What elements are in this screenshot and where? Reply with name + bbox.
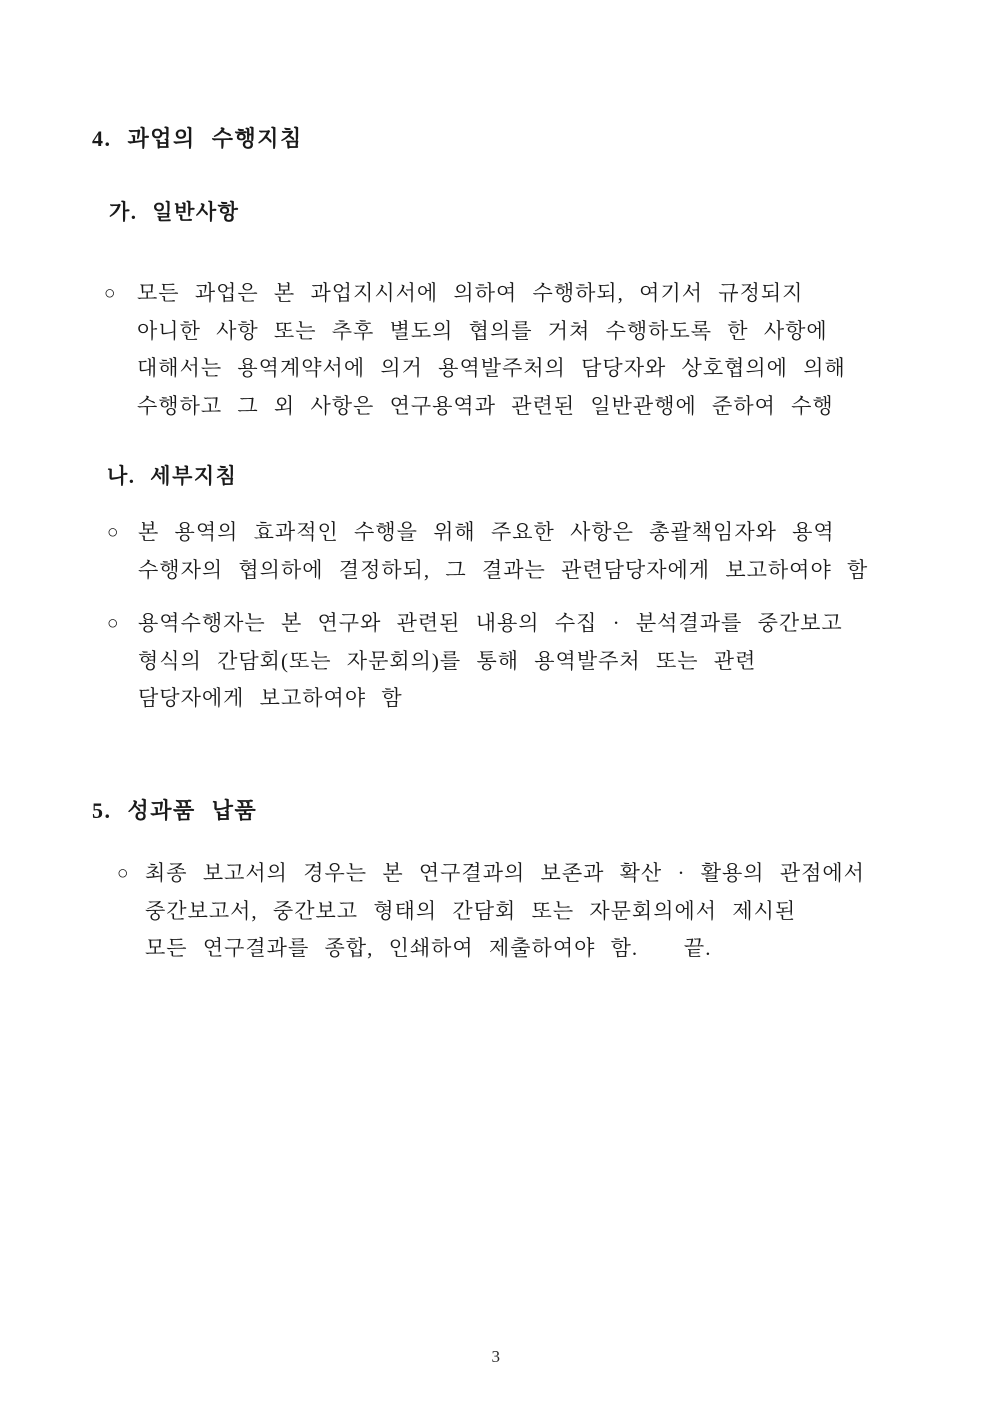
body-line: 용역수행자는 본 연구와 관련된 내용의 수집 · 분석결과를 중간보고 [138, 611, 843, 635]
bullet-item [107, 514, 907, 589]
body-line: 아니한 사항 또는 추후 별도의 협의를 거쳐 수행하도록 한 사항에 [137, 318, 828, 343]
circle-bullet-marker: ○ [107, 522, 120, 543]
page-number: 3 [491, 1347, 501, 1366]
body-line: 본 용역의 효과적인 수행을 위해 주요한 사항은 총괄책임자와 용역 [138, 520, 835, 544]
subsection-ga-heading: 가. 일반사항 [109, 200, 240, 224]
body-line: 모든 연구결과를 종합, 인쇄하여 제출하여야 함. 끝. [145, 936, 712, 960]
bullet-text [138, 514, 907, 589]
section-5-heading: 5. 성과품 납품 [92, 798, 258, 823]
bullet-text [145, 855, 907, 968]
circle-bullet-marker: ○ [117, 863, 130, 884]
circle-bullet-marker: ○ [104, 283, 117, 304]
bullet-text [137, 275, 904, 425]
bullet-item [107, 605, 907, 718]
body-line: 대해서는 용역계약서에 의거 용역발주처의 담당자와 상호협의에 의해 [137, 356, 846, 380]
body-line: 형식의 간담회(또는 자문회의)를 통해 용역발주처 또는 관련 [138, 648, 757, 673]
subsection-na-heading: 나. 세부지침 [107, 464, 238, 488]
bullet-text [138, 605, 907, 718]
body-line: 최종 보고서의 경우는 본 연구결과의 보존과 확산 · 활용의 관점에서 [145, 861, 865, 885]
body-line: 중간보고서, 중간보고 형태의 간담회 또는 자문회의에서 제시된 [145, 898, 797, 923]
body-line: 수행자의 협의하에 결정하되, 그 결과는 관련담당자에게 보고하여야 함 [138, 557, 869, 582]
body-line: 담당자에게 보고하여야 함 [138, 686, 403, 710]
bullet-item [117, 855, 907, 968]
circle-bullet-marker: ○ [107, 613, 120, 634]
body-line: 모든 과업은 본 과업지시서에 의하여 수행하되, 여기서 규정되지 [137, 281, 804, 305]
body-line: 수행하고 그 외 사항은 연구용역과 관련된 일반관행에 준하여 수행 [137, 393, 834, 418]
section-4-heading: 4. 과업의 수행지침 [92, 126, 303, 151]
bullet-item [104, 275, 904, 425]
